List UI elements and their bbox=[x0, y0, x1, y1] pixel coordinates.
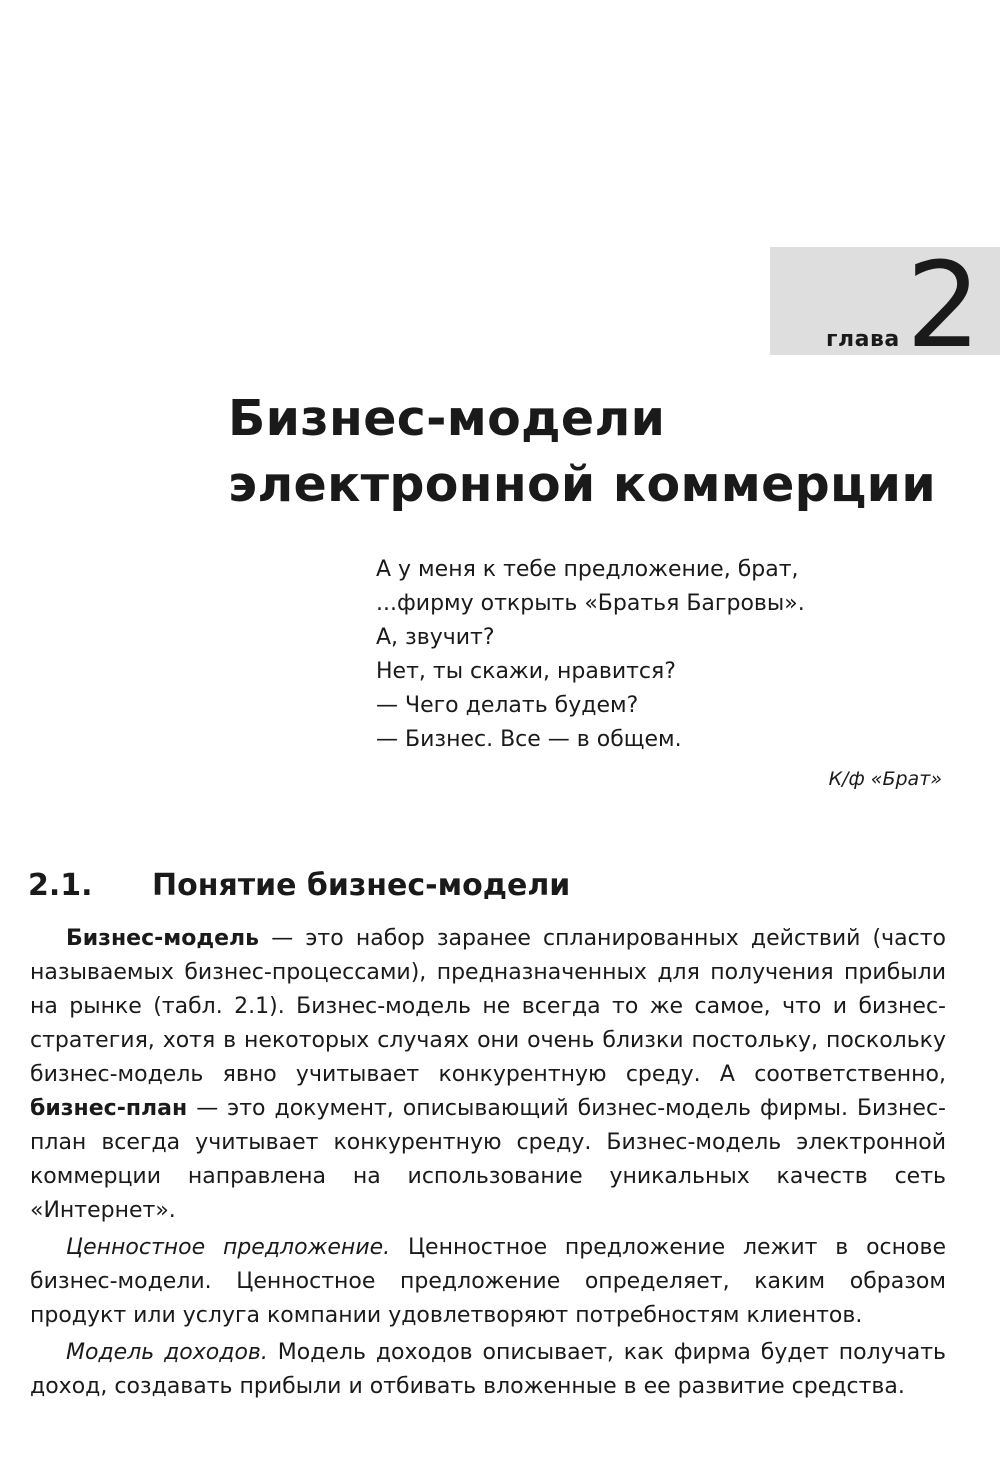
term-business-plan: бизнес-план bbox=[30, 1096, 188, 1121]
chapter-label: глава bbox=[826, 327, 900, 352]
chapter-title-line-1: Бизнес-модели bbox=[228, 390, 666, 447]
epigraph-line: А, звучит? bbox=[376, 625, 495, 650]
paragraph-text: Ценностное предложение лежит в основе бизнес-модели. Ценностное предложение определяет, каким образом продукт или услуга компании удовлетворяют потребностям клиентов. bbox=[30, 1235, 946, 1328]
paragraph-text: — это документ, описывающий бизнес-модель фирмы. Бизнес-план всегда учитывает конкурентную среду. Бизнес-модель электронной коммерции направлена на использование уникальных качеств сеть «Интернет». bbox=[30, 1096, 946, 1223]
term-value-proposition: Ценностное предложение. bbox=[66, 1235, 391, 1260]
body-text bbox=[30, 922, 946, 1404]
section-number: 2.1. bbox=[28, 868, 93, 903]
epigraph-line: А у меня к тебе предложение, брат, bbox=[376, 557, 799, 582]
term-business-model: Бизнес-модель bbox=[66, 926, 260, 951]
chapter-title bbox=[228, 386, 936, 518]
chapter-title-line-2: электронной коммерции bbox=[228, 456, 936, 513]
epigraph bbox=[376, 553, 805, 757]
epigraph-line: Нет, ты скажи, нравится? bbox=[376, 659, 676, 684]
chapter-number: 2 bbox=[906, 236, 982, 374]
section-heading bbox=[28, 866, 570, 906]
paragraph-text: Модель доходов описывает, как фирма будет получать доход, создавать прибыли и отбивать вложенные в ее развитие средства. bbox=[30, 1340, 946, 1399]
epigraph-source: К/ф «Брат» bbox=[828, 768, 942, 790]
section-title: Понятие бизнес-модели bbox=[152, 868, 571, 903]
epigraph-line: ...фирму открыть «Братья Багровы». bbox=[376, 591, 805, 616]
paragraph-revenue-model bbox=[30, 1336, 946, 1404]
epigraph-line: — Чего делать будем? bbox=[376, 693, 639, 718]
paragraph-business-model bbox=[30, 922, 946, 1228]
paragraph-text: — это набор заранее спланированных действий (часто называемых бизнес-процессами), предназначенных для получения прибыли на рынке (табл. 2.1). Бизнес-модель не всегда то же самое, что и бизнес-стратегия, хотя в некоторых случаях они очень близки постольку, поскольку бизнес-модель явно учитывает конкурентную среду. А соответственно, bbox=[30, 926, 946, 1087]
epigraph-line: — Бизнес. Все — в общем. bbox=[376, 727, 682, 752]
term-revenue-model: Модель доходов. bbox=[66, 1340, 268, 1365]
paragraph-value-proposition bbox=[30, 1231, 946, 1333]
